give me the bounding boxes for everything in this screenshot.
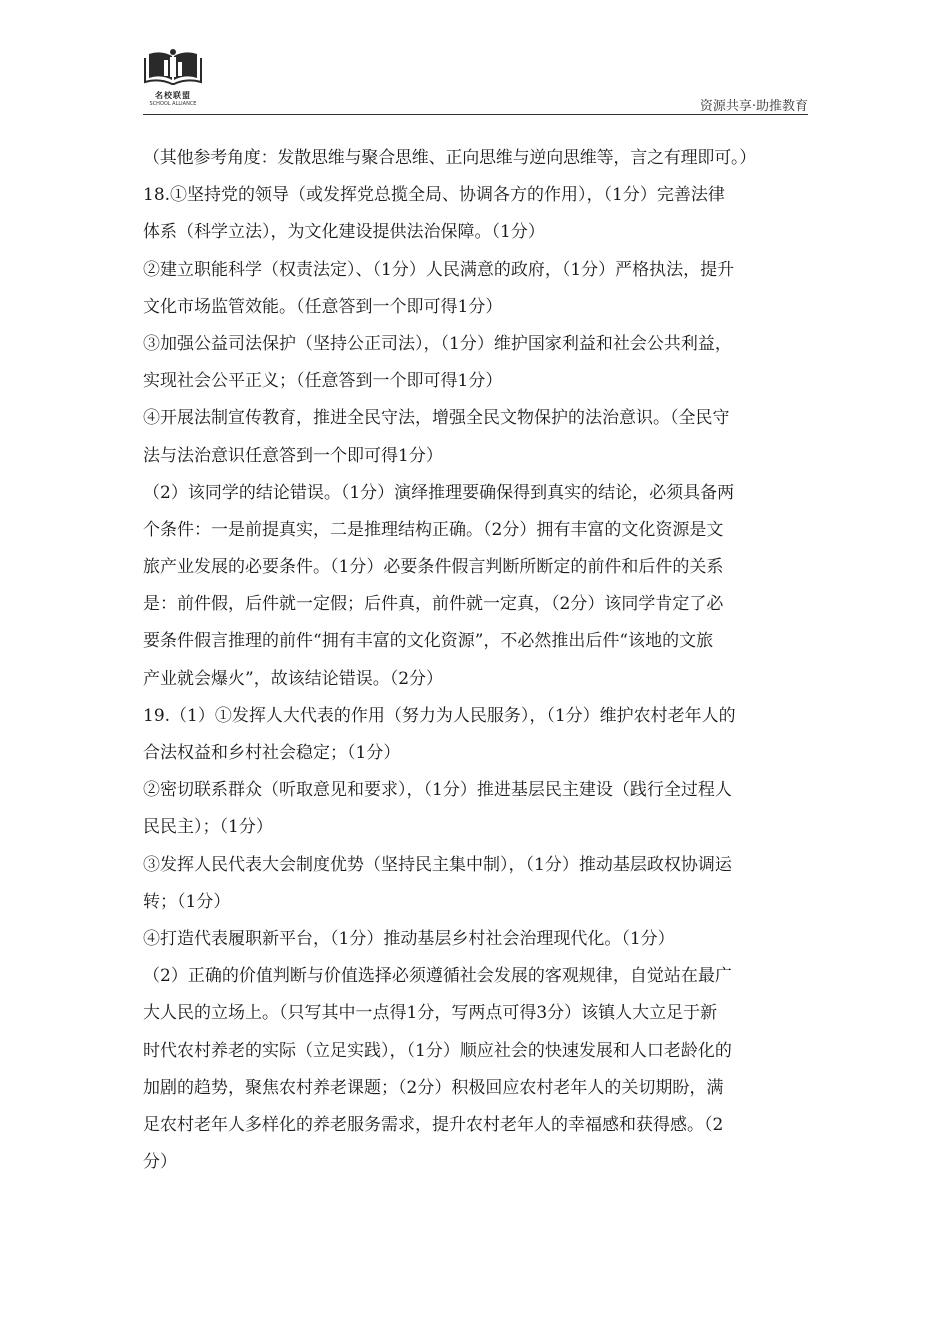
text-line: ③发挥人民代表大会制度优势（坚持民主集中制），（1分）推动基层政权协调运 — [143, 854, 732, 875]
text-line: 要条件假言推理的前件“拥有丰富的文化资源”，不必然推出后件“该地的文旅 — [143, 631, 714, 652]
text-line: 文化市场监管效能。（任意答到一个即可得1分） — [143, 296, 503, 317]
text-line: ④开展法制宣传教育，推进全民守法，增强全民文物保护的法治意识。（全民守 — [143, 408, 730, 429]
text-line: 体系（科学立法），为文化建设提供法治保障。（1分） — [143, 222, 545, 243]
text-line: 足农村老年人多样化的养老服务需求，提升农村老年人的幸福感和获得感。（2 — [143, 1114, 724, 1135]
text-line: （2）该同学的结论错误。（1分）演绎推理要确保得到真实的结论，必须具备两 — [143, 482, 735, 503]
header-divider — [143, 114, 808, 115]
page-header — [143, 40, 808, 112]
text-line: 大人民的立场上。（只写其中一点得1分，写两点可得3分）该镇人大立足于新 — [143, 1003, 718, 1024]
text-line: 法与法治意识任意答到一个即可得1分） — [143, 445, 443, 466]
school-alliance-logo — [143, 40, 203, 112]
text-line: 产业就会爆火”，故该结论错误。（2分） — [143, 668, 444, 689]
text-line: （2）正确的价值判断与价值选择必须遵循社会发展的客观规律，自觉站在最广 — [143, 966, 732, 987]
text-line: ②密切联系群众（听取意见和要求），（1分）推进基层民主建设（践行全过程人 — [143, 780, 732, 801]
text-line: 18.①坚持党的领导（或发挥党总揽全局、协调各方的作用），（1分）完善法律 — [143, 185, 725, 206]
text-line: ③加强公益司法保护（坚持公正司法），（1分）维护国家利益和社会公共利益， — [143, 333, 732, 354]
text-line: 转；（1分） — [143, 891, 231, 912]
answer-text-body — [143, 140, 811, 1181]
text-line: 分） — [143, 1152, 177, 1173]
text-line: 旅产业发展的必要条件。（1分）必要条件假言判断所断定的前件和后件的关系 — [143, 557, 724, 578]
text-line: 实现社会公平正义；（任意答到一个即可得1分） — [143, 371, 503, 392]
text-line: ②建立职能科学（权责法定）、（1分）人民满意的政府，（1分）严格执法，提升 — [143, 259, 735, 280]
text-line: 合法权益和乡村社会稳定；（1分） — [143, 743, 401, 763]
logo-chinese-name: 名校联盟 — [155, 91, 191, 100]
text-line: 时代农村养老的实际（立足实践），（1分）顺应社会的快速发展和人口老龄化的 — [143, 1040, 732, 1061]
text-line: ④打造代表履职新平台，（1分）推动基层乡村社会治理现代化。（1分） — [143, 928, 675, 949]
text-line: （其他参考角度：发散思维与聚合思维、正向思维与逆向思维等，言之有理即可。） — [143, 148, 757, 168]
text-line: 民民主）；（1分） — [143, 817, 273, 838]
text-line: 19.（1）①发挥人大代表的作用（努力为人民服务），（1分）维护农村老年人的 — [143, 705, 736, 726]
text-line: 是：前件假，后件就一定假；后件真，前件就一定真，（2分）该同学肯定了必 — [143, 594, 724, 615]
logo-english-name: SCHOOL ALLIANCE — [149, 101, 197, 107]
book-logo-icon — [143, 40, 203, 90]
header-tagline: 资源共享·助推教育 — [699, 99, 808, 114]
text-line: 加剧的趋势，聚焦农村养老课题；（2分）积极回应农村老年人的关切期盼，满 — [143, 1077, 724, 1098]
text-line: 个条件：一是前提真实，二是推理结构正确。（2分）拥有丰富的文化资源是文 — [143, 519, 724, 540]
